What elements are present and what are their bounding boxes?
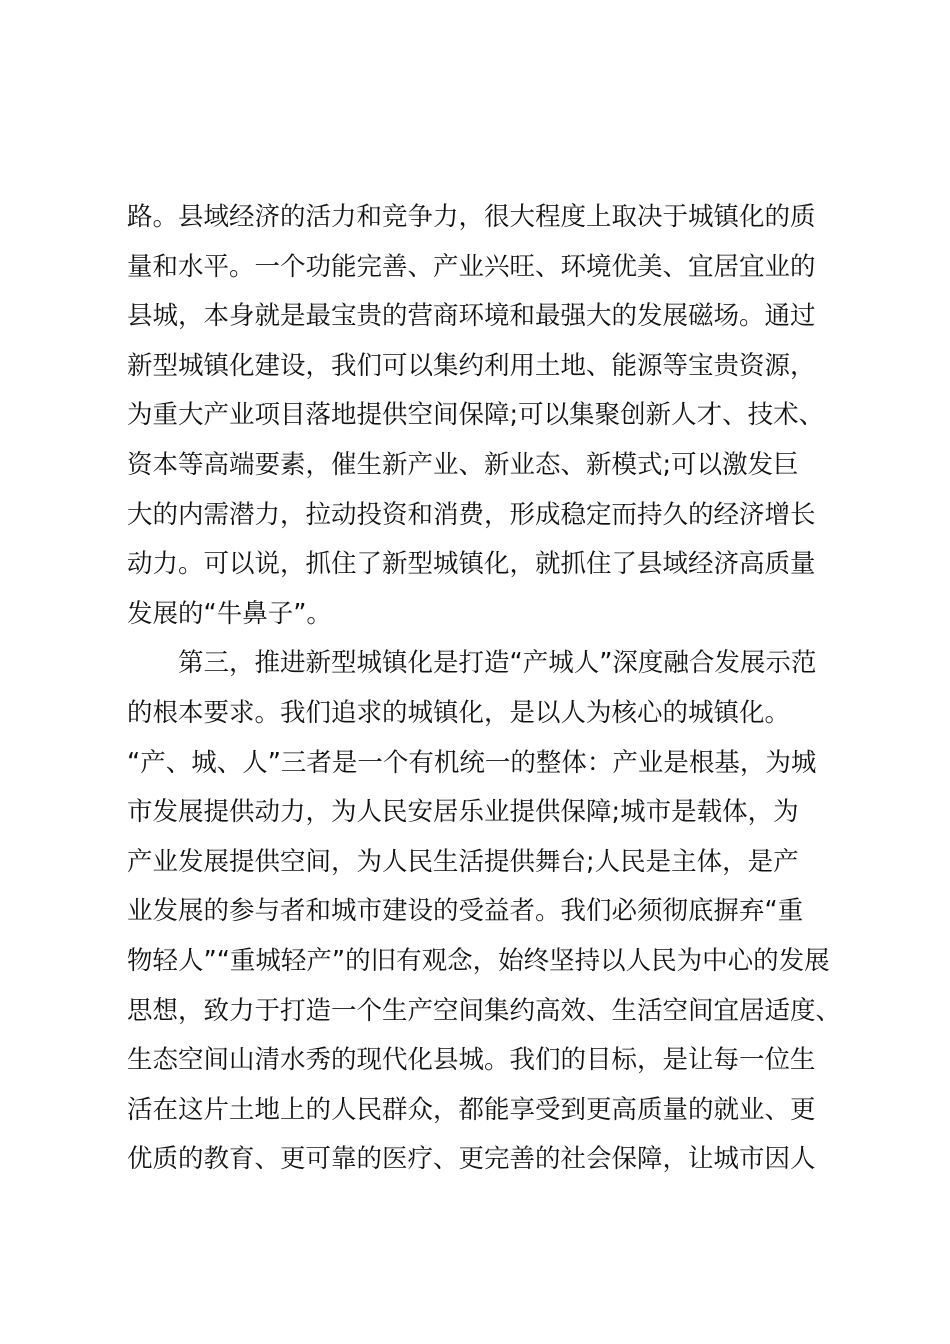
text-line: 物轻人”“重城轻产”的旧有观念，始终坚持以人民为中心的发展 (127, 945, 830, 976)
text-line: 市发展提供动力，为人民安居乐业提供保障;城市是载体，为 (127, 797, 799, 828)
text-line: “产、城、人”三者是一个有机统一的整体：产业是根基，为城 (127, 747, 817, 778)
body-text (127, 193, 847, 1185)
text-line: 生态空间山清水秀的现代化县城。我们的目标，是让每一位生 (127, 1045, 816, 1076)
text-line: 新型城镇化建设，我们可以集约利用土地、能源等宝贵资源， (127, 350, 816, 381)
text-line: 县城，本身就是最宝贵的营商环境和最强大的发展磁场。通过 (127, 301, 816, 332)
paragraph-2 (127, 639, 847, 1185)
text-line: 业发展的参与者和城市建设的受益者。我们必须彻底摒弃“重 (127, 896, 804, 927)
text-line: 优质的教育、更可靠的医疗、更完善的社会保障，让城市因人 (127, 1144, 816, 1175)
text-line-indented: 第三，推进新型城镇化是打造“产城人”深度融合发展示范 (178, 648, 817, 679)
text-line: 为重大产业项目落地提供空间保障;可以集聚创新人才、技术、 (127, 400, 825, 431)
text-line: 资本等高端要素，催生新产业、新业态、新模式;可以激发巨 (127, 449, 799, 480)
paragraph-1 (127, 193, 847, 639)
text-line: 产业发展提供空间，为人民生活提供舞台;人民是主体，是产 (127, 846, 799, 877)
text-line: 活在这片土地上的人民群众，都能享受到更高质量的就业、更 (127, 1094, 816, 1125)
text-line: 量和水平。一个功能完善、产业兴旺、环境优美、宜居宜业的 (127, 251, 816, 282)
text-line: 的根本要求。我们追求的城镇化，是以人为核心的城镇化。 (127, 697, 791, 728)
text-line: 大的内需潜力，拉动投资和消费，形成稳定而持久的经济增长 (127, 499, 816, 530)
text-line: 动力。可以说，抓住了新型城镇化，就抓住了县域经济高质量 (127, 549, 816, 580)
text-line: 发展的“牛鼻子”。 (127, 598, 332, 629)
text-line: 思想，致力于打造一个生产空间集约高效、生活空间宜居适度、 (127, 995, 842, 1026)
text-line: 路。县域经济的活力和竞争力，很大程度上取决于城镇化的质 (127, 202, 816, 232)
